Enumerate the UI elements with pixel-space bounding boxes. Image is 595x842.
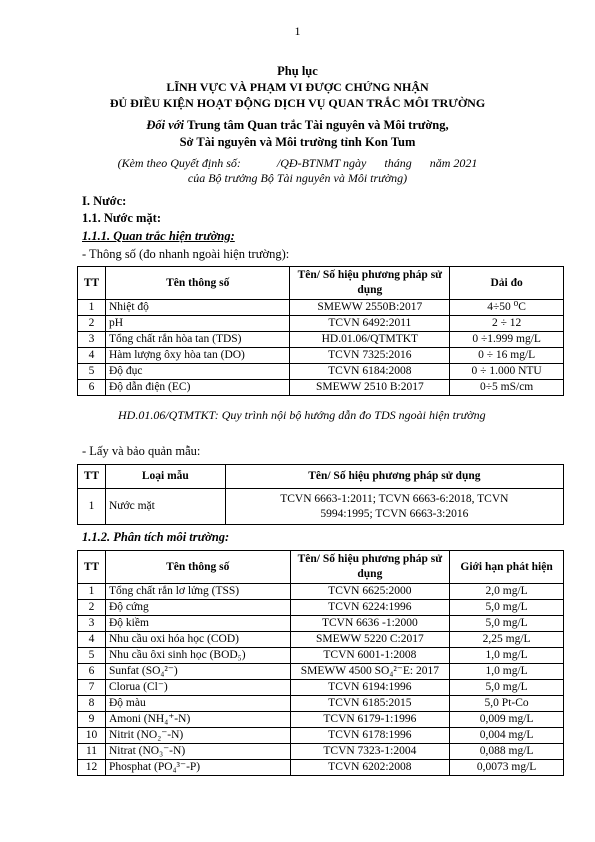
table-row (78, 680, 564, 696)
table-cell: 4 (78, 632, 106, 648)
decision-note-2: của Bộ trưởng Bộ Tài nguyên và Môi trường) (187, 171, 408, 185)
table-row (78, 316, 564, 332)
table-cell: TCVN 6492:2011 (290, 316, 450, 332)
table-row (78, 616, 564, 632)
table-cell: TCVN 7325:2016 (290, 348, 450, 364)
table-cell: Nitrit (NO₂⁻-N) (105, 728, 290, 744)
organization-line-1 (0, 118, 595, 133)
table-cell: Độ dẫn điện (EC) (105, 380, 289, 396)
table-cell: Độ kiềm (105, 616, 290, 632)
table-cell: 1,0 mg/L (450, 648, 564, 664)
table-cell: 0 ÷1.999 mg/L (450, 332, 564, 348)
table-row (78, 300, 564, 316)
table-cell: 5,0 Pt-Co (450, 696, 564, 712)
table-row (78, 632, 564, 648)
column-header: Tên thông số (105, 267, 289, 300)
table-cell: TCVN 6636 -1:2000 (290, 616, 450, 632)
table-cell: 4÷50 ⁰C (450, 300, 564, 316)
table-cell: TCVN 6224:1996 (290, 600, 450, 616)
table-cell: Độ màu (105, 696, 290, 712)
table-cell: 6 (78, 664, 106, 680)
page-number: 1 (294, 24, 301, 38)
table-cell: TCVN 6663-1:2011; TCVN 6663-6:2018, TCVN 5994:1995; TCVN 6663-3:2016 (225, 489, 563, 525)
table-cell: 0 ÷ 16 mg/L (450, 348, 564, 364)
table-cell: Nhu cầu oxi hóa học (COD) (105, 632, 290, 648)
table-row (78, 712, 564, 728)
table-cell: Nitrat (NO₃⁻-N) (105, 744, 290, 760)
table-cell: TCVN 6194:1996 (290, 680, 450, 696)
table-row (78, 364, 564, 380)
table-cell: 8 (78, 696, 106, 712)
table-cell: 0,009 mg/L (450, 712, 564, 728)
table-cell: 6 (78, 380, 106, 396)
table-cell: 1 (78, 584, 106, 600)
organization-name: Trung tâm Quan trắc Tài nguyên và Môi trường, (187, 118, 449, 132)
table-row (78, 348, 564, 364)
table-cell: 1 (78, 489, 106, 525)
table-cell: Sunfat (SO₄²⁻) (105, 664, 290, 680)
section-heading-1-1: 1.1. Nước mặt: (82, 211, 161, 225)
column-header: Tên/ Số hiệu phương pháp sử dụng (290, 551, 450, 584)
table-cell: 0 ÷ 1.000 NTU (450, 364, 564, 380)
table-cell: Nước mặt (105, 489, 225, 525)
table-cell: 5,0 mg/L (450, 616, 564, 632)
table-cell: 1 (78, 300, 106, 316)
table-cell: TCVN 6185:2015 (290, 696, 450, 712)
section-heading-1-1-2: 1.1.2. Phân tích môi trường: (82, 530, 230, 544)
table-cell: 12 (78, 760, 106, 776)
table-cell: TCVN 6625:2000 (290, 584, 450, 600)
decision-note-1: (Kèm theo Quyết định số: /QĐ-BTNMT ngày tháng năm 2021 (117, 156, 478, 170)
analysis-table-body (78, 584, 564, 776)
table-row (78, 584, 564, 600)
table-cell: 10 (78, 728, 106, 744)
table-cell: HD.01.06/QTMTKT (290, 332, 450, 348)
table-cell: SMEWW 2550B:2017 (290, 300, 450, 316)
section-heading-1-1-1: 1.1.1. Quan trắc hiện trường: (82, 229, 235, 243)
table-cell: 3 (78, 332, 106, 348)
column-header: TT (78, 267, 106, 300)
table-row (78, 760, 564, 776)
table-cell: TCVN 6202:2008 (290, 760, 450, 776)
header-line-1: LĨNH VỰC VÀ PHẠM VI ĐƯỢC CHỨNG NHẬN (166, 80, 429, 94)
field-measurement-table (77, 266, 564, 396)
column-header: TT (78, 551, 106, 584)
table-cell: TCVN 6178:1996 (290, 728, 450, 744)
table-row (78, 600, 564, 616)
table-cell: 5,0 mg/L (450, 680, 564, 696)
table-cell: 2 ÷ 12 (450, 316, 564, 332)
table-row (78, 728, 564, 744)
field-params-intro: - Thông số (đo nhanh ngoài hiện trường): (82, 247, 290, 261)
table-cell: Tổng chất rắn lơ lửng (TSS) (105, 584, 290, 600)
table-cell: 9 (78, 712, 106, 728)
table-row (78, 489, 564, 525)
table-row (78, 696, 564, 712)
table-header-row (78, 267, 564, 300)
organization-prefix: Đối với (146, 118, 188, 132)
table-cell: 1,0 mg/L (450, 664, 564, 680)
table-header-row (78, 551, 564, 584)
header-line-2: ĐỦ ĐIỀU KIỆN HOẠT ĐỘNG DỊCH VỤ QUAN TRẮC MÔI TRƯỜNG (109, 96, 486, 110)
sampling-intro: - Lấy và bảo quản mẫu: (82, 444, 201, 458)
column-header: Giới hạn phát hiện (450, 551, 564, 584)
table-cell: TCVN 7323-1:2004 (290, 744, 450, 760)
table-cell: SMEWW 2510 B:2017 (290, 380, 450, 396)
table-cell: Độ đục (105, 364, 289, 380)
column-header: Tên/ Số hiệu phương pháp sử dụng (290, 267, 450, 300)
table-cell: pH (105, 316, 289, 332)
table-row (78, 648, 564, 664)
column-header: Tên thông số (105, 551, 290, 584)
table-row (78, 332, 564, 348)
table-cell: 5 (78, 648, 106, 664)
table-cell: 0,088 mg/L (450, 744, 564, 760)
column-header: TT (78, 465, 106, 489)
table-row (78, 744, 564, 760)
table-cell: SMEWW 5220 C:2017 (290, 632, 450, 648)
table-row (78, 664, 564, 680)
sampling-table (77, 464, 564, 525)
table-cell: 3 (78, 616, 106, 632)
table-cell: TCVN 6179-1:1996 (290, 712, 450, 728)
table-header-row (78, 465, 564, 489)
column-header: Dải đo (450, 267, 564, 300)
table-cell: 2,0 mg/L (450, 584, 564, 600)
table-cell: 0,004 mg/L (450, 728, 564, 744)
table-cell: TCVN 6184:2008 (290, 364, 450, 380)
table-row (78, 380, 564, 396)
column-header: Tên/ Số hiệu phương pháp sử dụng (225, 465, 563, 489)
table-cell: 5,0 mg/L (450, 600, 564, 616)
table-cell: 2 (78, 600, 106, 616)
table-cell: 0÷5 mS/cm (450, 380, 564, 396)
table-cell: Phosphat (PO₄³⁻-P) (105, 760, 290, 776)
table-cell: 11 (78, 744, 106, 760)
hd-procedure-note: HD.01.06/QTMTKT: Quy trình nội bộ hướng dẫn đo TDS ngoài hiện trường (118, 408, 486, 422)
organization-line-2: Sở Tài nguyên và Môi trường tỉnh Kon Tum (179, 135, 416, 149)
table-cell: 4 (78, 348, 106, 364)
table-cell: Clorua (Cl⁻) (105, 680, 290, 696)
table-cell: Amoni (NH₄⁺-N) (105, 712, 290, 728)
table-cell: 2,25 mg/L (450, 632, 564, 648)
table-cell: 5 (78, 364, 106, 380)
table-cell: Hàm lượng ôxy hòa tan (DO) (105, 348, 289, 364)
table-cell: Tổng chất rắn hòa tan (TDS) (105, 332, 289, 348)
table-cell: Nhu cầu ôxi sinh học (BOD₅) (105, 648, 290, 664)
section-heading-I: I. Nước: (82, 194, 127, 208)
table-cell: 2 (78, 316, 106, 332)
table-cell: 0,0073 mg/L (450, 760, 564, 776)
table-cell: Nhiệt độ (105, 300, 289, 316)
appendix-title: Phụ lục (277, 64, 318, 78)
column-header: Loại mẫu (105, 465, 225, 489)
table-cell: TCVN 6001-1:2008 (290, 648, 450, 664)
table-cell: 7 (78, 680, 106, 696)
table-cell: Độ cứng (105, 600, 290, 616)
analysis-table (77, 550, 564, 776)
table-cell: SMEWW 4500 SO₄²⁻E: 2017 (290, 664, 450, 680)
